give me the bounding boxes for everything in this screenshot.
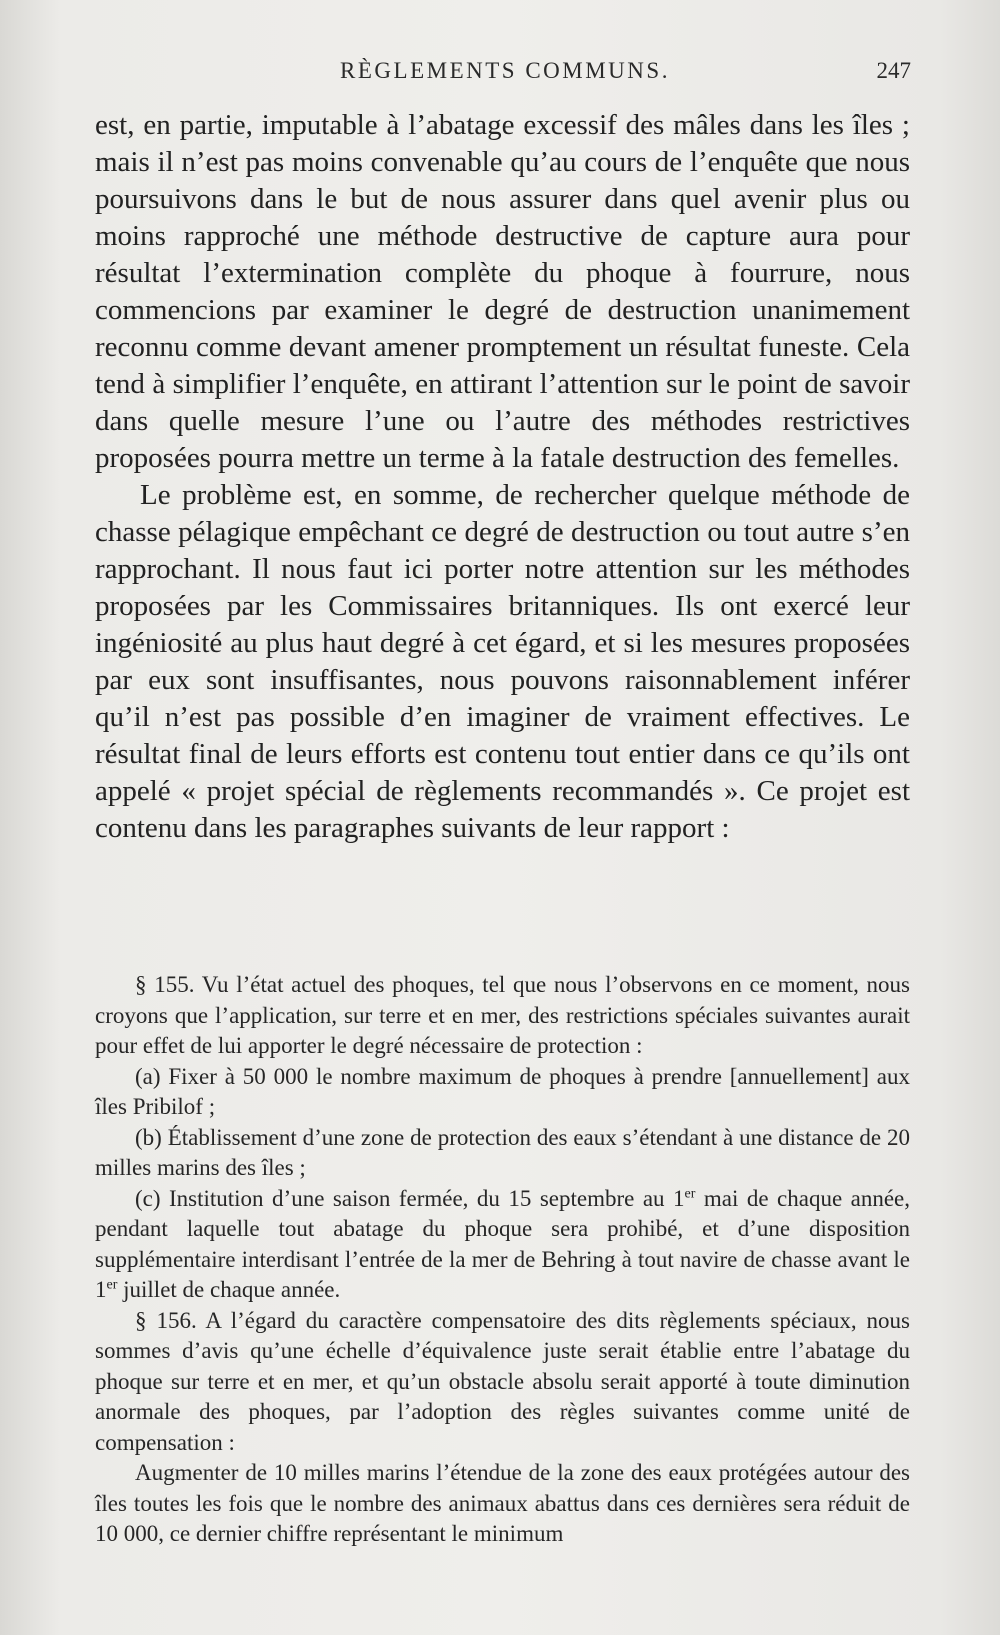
paragraph-1: est, en partie, imputable à l’abatage excessif des mâles dans les îles ; mais il n’est pas moins convenable qu’au cours de l’enquête que nous poursuivons dans le but de nous assurer dans quel avenir plus ou moins rapproché une méthode destructive de capture aura pour résultat l’extermination complète du phoque à fourrure, nous commencions par examiner le degré de destruction unanimement reconnu comme devant amener promptement un résultat funeste. Cela tend à simplifier l’enquête, en attirant l’attention sur le point de savoir dans quelle mesure l’une ou l’autre des méthodes restrictives proposées pourra mettre un terme à la fatale destruction des femelles.	[95, 109, 910, 474]
compensation-rule: Augmenter de 10 milles marins l’étendue de la zone des eaux protégées autour des îles toutes les fois que le nombre des animaux abattus dans ces dernières sera réduit de 10 000, ce dernier chiffre représentant le minimum	[95, 1460, 910, 1546]
item-c-superscript-1: er	[684, 1185, 696, 1201]
item-c-text-2: mai de chaque année, pendant laquelle tout abatage du phoque sera prohibé, et d’une disposition supplémentaire interdisant l’entrée de la mer de Behring à tout navire de chasse avant le 1	[95, 1185, 910, 1302]
item-b: (b) Établissement d’une zone de protection des eaux s’étendant à une distance de 20 milles marins des îles ;	[95, 1124, 910, 1180]
running-head	[95, 58, 915, 94]
paragraph-2: Le problème est, en somme, de rechercher quelque méthode de chasse pélagique empêchant ce degré de destruction ou tout autre s’en rapprochant. Il nous faut ici porter notre attention sur les méthodes proposées par les Commissaires britanniques. Ils ont exercé leur ingéniosité au plus haut degré à cet égard, et si les mesures proposées par eux sont insuffisantes, nous pouvons raisonnablement inférer qu’il n’est pas possible d’en imaginer de vraiment effectives. Le résultat final de leurs efforts est contenu tout entier dans ce qu’ils ont appelé « projet spécial de règlements recommandés ». Ce projet est contenu dans les paragraphes suivants de leur rapport :	[95, 479, 910, 844]
item-c	[95, 1184, 910, 1306]
quoted-report	[95, 970, 910, 1550]
item-c-superscript-2: er	[106, 1277, 118, 1293]
page-number: 247	[876, 58, 911, 83]
item-c-text-3: juillet de chaque année.	[117, 1277, 341, 1302]
section-155: § 155. Vu l’état actuel des phoques, tel que nous l’observons en ce moment, nous croyons que l’application, sur terre et en mer, des restrictions spéciales suivantes aurait pour effet de lui apporter le degré nécessaire de protection :	[95, 972, 910, 1058]
running-title: RÈGLEMENTS COMMUNS.	[340, 58, 670, 83]
item-c-text-1: (c) Institution d’une saison fermée, du 15 septembre au 1	[135, 1185, 685, 1211]
section-156: § 156. A l’égard du caractère compensatoire des dits règlements spéciaux, nous sommes d’avis qu’une échelle d’équivalence juste serait établie entre l’abatage du phoque sur terre et en mer, et qu’un obstacle absolu serait apporté à toute diminution anormale des phoques, par l’adoption des règles suivantes comme unité de compensation :	[95, 1307, 910, 1455]
main-text	[95, 107, 910, 847]
item-a: (a) Fixer à 50 000 le nombre maximum de phoques à prendre [annuellement] aux îles Pribilof ;	[95, 1063, 910, 1119]
